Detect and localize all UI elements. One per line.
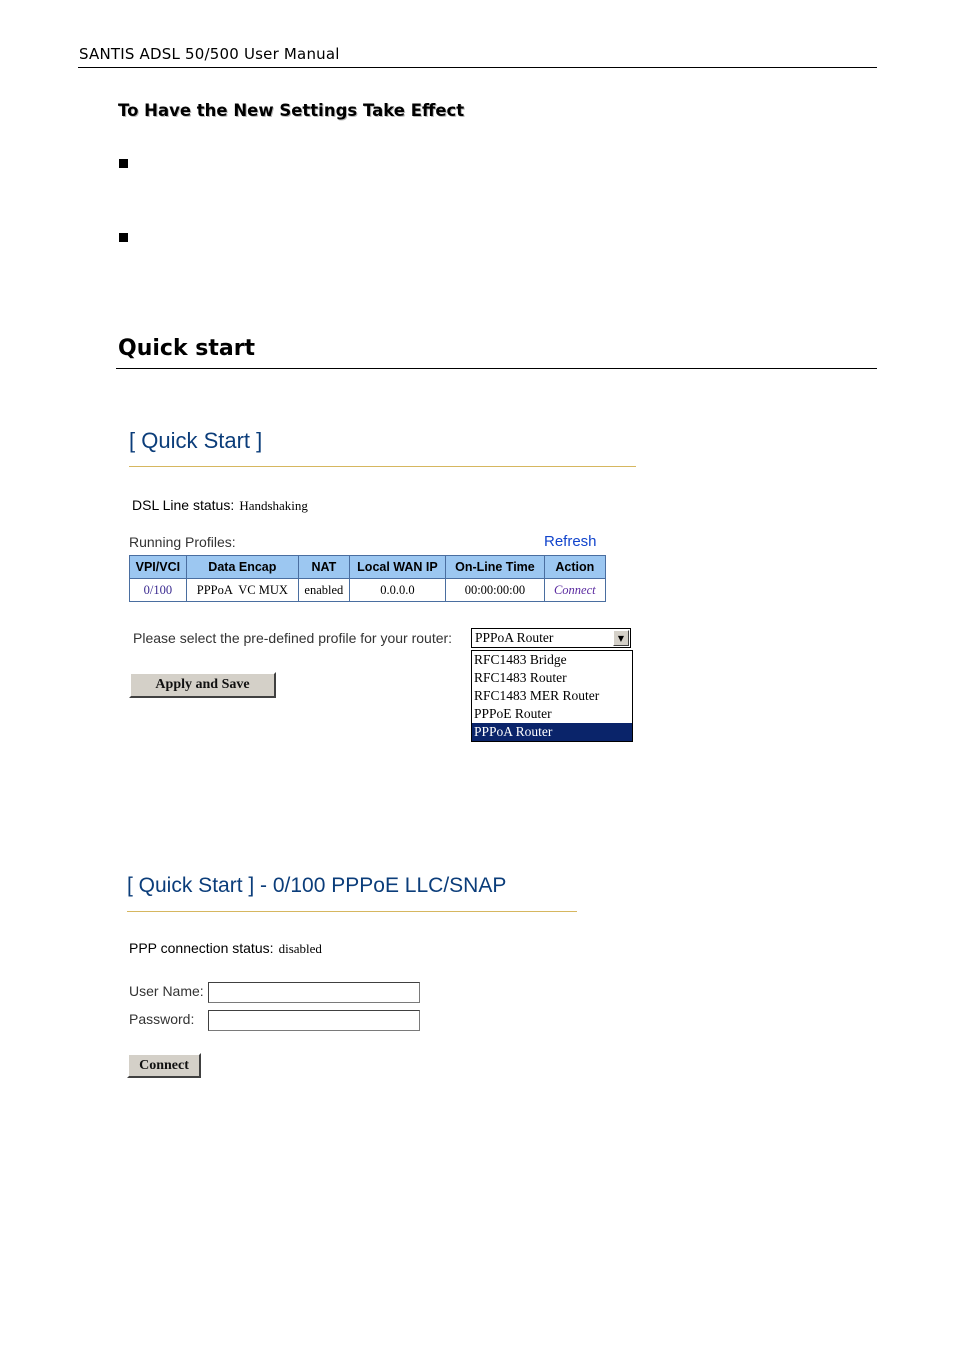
col-vpi-vci: VPI/VCI <box>130 556 187 579</box>
col-data-encap: Data Encap <box>186 556 298 579</box>
cell-vpi-vci: 0/100 <box>130 579 187 602</box>
cell-online-time: 00:00:00:00 <box>446 579 544 602</box>
profile-select-value: PPPoA Router <box>475 630 554 645</box>
dsl-status <box>132 495 308 514</box>
doc-header: SANTIS ADSL 50/500 User Manual <box>79 45 340 63</box>
option-pppoa-router[interactable]: PPPoA Router <box>472 723 632 741</box>
bullet-1 <box>119 159 128 168</box>
password-input[interactable] <box>208 1010 420 1031</box>
password-label: Password: <box>129 1011 195 1027</box>
apply-and-save-button[interactable]: Apply and Save <box>129 672 276 698</box>
table-header-row <box>130 556 606 579</box>
username-input[interactable] <box>208 982 420 1003</box>
dsl-status-value: Handshaking <box>239 498 308 513</box>
refresh-link[interactable]: Refresh <box>544 533 597 550</box>
col-nat: NAT <box>298 556 349 579</box>
table-row <box>130 579 606 602</box>
option-rfc1483-bridge[interactable]: RFC1483 Bridge <box>474 652 567 667</box>
connect-button[interactable]: Connect <box>127 1053 201 1078</box>
ppp-status-label: PPP connection status: <box>129 940 274 956</box>
col-local-wan-ip: Local WAN IP <box>349 556 446 579</box>
cell-nat: enabled <box>298 579 349 602</box>
col-action: Action <box>544 556 605 579</box>
option-pppoe-router[interactable]: PPPoE Router <box>474 706 552 721</box>
dsl-status-label: DSL Line status: <box>132 497 235 513</box>
section-title: Quick start <box>118 336 256 361</box>
username-label: User Name: <box>129 983 204 999</box>
ppp-title-rule <box>127 911 577 912</box>
bullet-2 <box>119 233 128 242</box>
profile-select-label: Please select the pre-defined profile for your router: <box>133 630 453 646</box>
option-rfc1483-router[interactable]: RFC1483 Router <box>474 670 567 685</box>
profile-options-list <box>471 650 633 742</box>
option-rfc1483-mer-router[interactable]: RFC1483 MER Router <box>474 688 600 703</box>
col-online-time: On-Line Time <box>446 556 544 579</box>
quick-start-title: [ Quick Start ] <box>129 428 263 453</box>
cell-data-encap: PPPoA VC MUX <box>186 579 298 602</box>
running-profiles-label: Running Profiles: <box>129 534 236 550</box>
ppp-status <box>129 938 322 957</box>
ppp-status-value: disabled <box>278 941 322 956</box>
connect-link[interactable]: Connect <box>544 579 605 602</box>
section-rule <box>116 368 877 369</box>
cell-local-wan-ip: 0.0.0.0 <box>349 579 446 602</box>
chevron-down-icon[interactable]: ▼ <box>613 630 629 646</box>
profile-select[interactable] <box>471 628 631 648</box>
profiles-table <box>129 555 606 602</box>
ppp-title: [ Quick Start ] - 0/100 PPPoE LLC/SNAP <box>127 874 507 897</box>
header-rule <box>78 67 877 68</box>
quick-start-rule <box>129 466 636 467</box>
settings-title: To Have the New Settings Take Effect <box>118 101 465 120</box>
